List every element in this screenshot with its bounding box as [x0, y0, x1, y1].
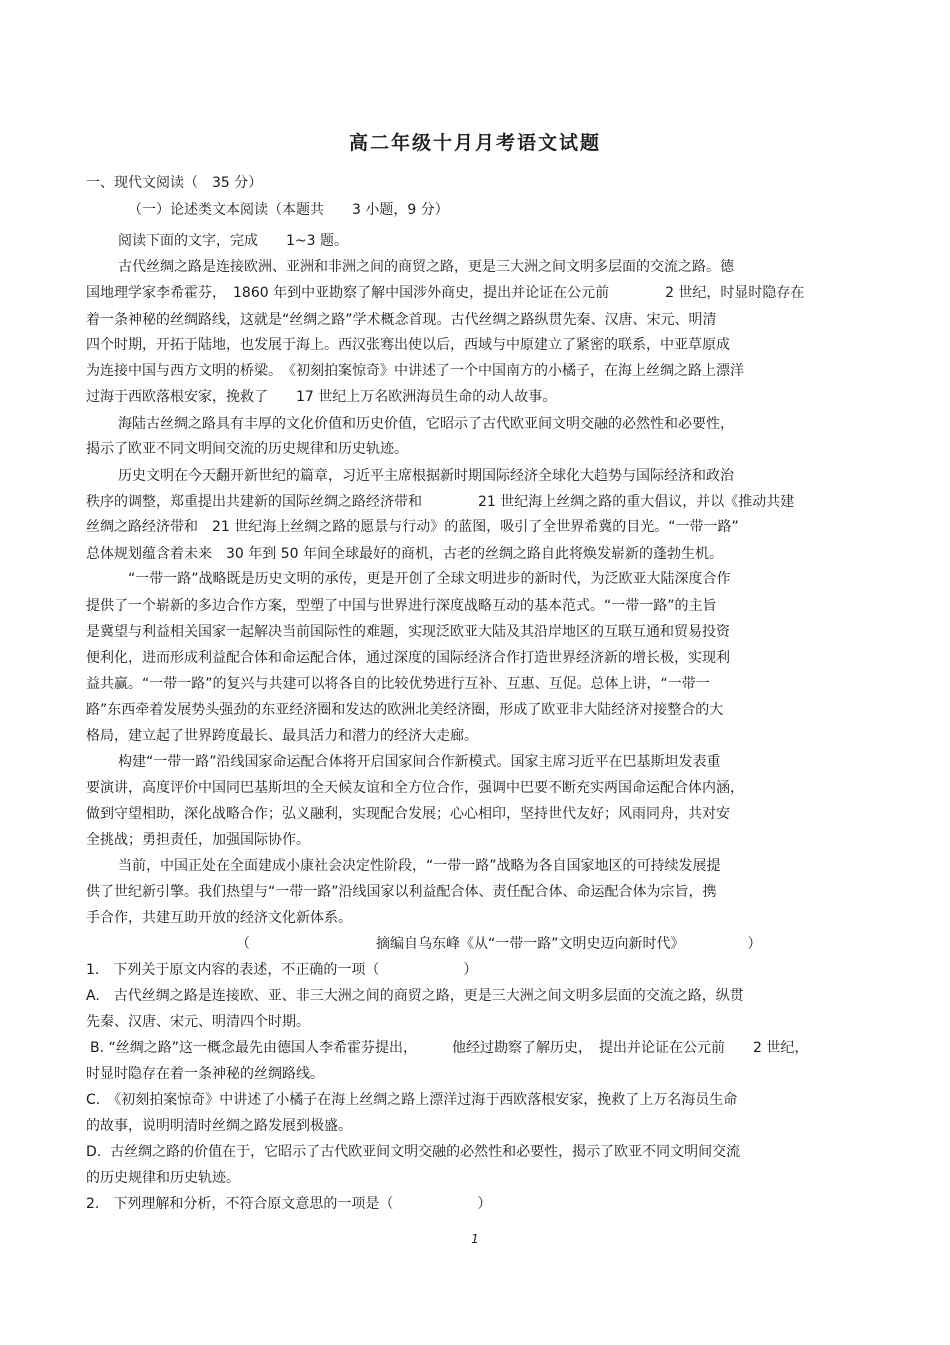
text-line: 手合作，共建互助开放的经济文化新体系。 — [86, 910, 352, 926]
text-line: 做到守望相助，深化战略合作；弘义融利，实现配合发展；心心相印，坚持世代友好；风雨同舟，共对安 — [86, 806, 730, 822]
text-line: 总体规划蕴含着未来 30 年到 50 年间全球最好的商机，古老的丝绸之路自此将焕发崭新的蓬勃生机。 — [86, 546, 723, 562]
question-2: 2. 下列理解和分析，不符合原文意思的一项是（ ） — [86, 1196, 492, 1212]
text-line: 四个时期，开拓于陆地，也发展于海上。西汉张骞出使以后，西域与中原建立了紧密的联系，中亚草原成 — [86, 337, 730, 353]
text-line: 揭示了欧亚不同文明间交流的历史规律和历史轨迹。 — [86, 441, 408, 457]
text-line: 便利化，进而形成利益配合体和命运配合体，通过深度的国际经济合作打造世界经济新的增长极，实现利 — [86, 650, 730, 666]
text-line: 提供了一个崭新的多边合作方案，型塑了中国与世界进行深度战略互动的基本范式。“一带一路”的主旨 — [86, 598, 717, 614]
text-line: 路”东西牵着发展势头强劲的东亚经济圈和发达的欧洲北美经济圈，形成了欧亚非大陆经济对接整合的大 — [86, 702, 724, 718]
option-c-cont: 的故事，说明明清时丝绸之路发展到极盛。 — [86, 1118, 352, 1134]
page-number: 1 — [471, 1232, 479, 1246]
text-line: 着一条神秘的丝绸路线，这就是“丝绸之路”学术概念首现。古代丝绸之路纵贯先秦、汉唐、宋元、明清 — [86, 312, 717, 328]
option-a: A. 古代丝绸之路是连接欧、亚、非三大洲之间的商贸之路，更是三大洲之间文明多层面的交流之路，纵贯 — [86, 988, 744, 1004]
text-line: 要演讲，高度评价中国同巴基斯坦的全天候友谊和全方位合作，强调中巴要不断充实两国命运配合体内涵， — [86, 780, 744, 796]
text-line: 秩序的调整，郑重提出共建新的国际丝绸之路经济带和 21 世纪海上丝绸之路的重大倡议，并以《推动共建 — [86, 494, 795, 510]
question-1: 1. 下列关于原文内容的表述，不正确的一项（ ） — [86, 962, 478, 978]
text-line: 海陆古丝绸之路具有丰厚的文化价值和历史价值，它昭示了古代欧亚间文明交融的必然性和必要性， — [118, 416, 734, 432]
text-line: 是冀望与利益相关国家一起解决当前国际性的难题，实现泛欧亚大陆及其沿岸地区的互联互通和贸易投资 — [86, 624, 730, 640]
text-line: 当前，中国正处在全面建成小康社会决定性阶段，“一带一路”战略为各自国家地区的可持续发展提 — [118, 858, 721, 874]
option-b: B. “丝绸之路”这一概念最先由德国人李希霍芬提出， 他经过勘察了解历史， 提出并论证在公元前 2 世纪， — [90, 1040, 809, 1056]
option-a-cont: 先秦、汉唐、宋元、明清四个时期。 — [86, 1014, 310, 1030]
text-line: 为连接中国与西方文明的桥梁。 《初刻拍案惊奇》中讲述了一个中国南方的小橘子，在海上丝绸之路上漂洋 — [86, 363, 744, 379]
text-line: 过海于西欧落根安家，挽救了 17 世纪上万名欧洲海员生命的动人故事。 — [86, 389, 557, 405]
subsection-heading: （一）论述类文本阅读（本题共 3 小题，9 分） — [128, 202, 449, 218]
reading-instruction: 阅读下面的文字，完成 1~3 题。 — [118, 233, 348, 249]
text-line: 构建“一带一路”沿线国家命运配合体将开启国家间合作新模式。国家主席习近平在巴基斯坦发表重 — [118, 754, 721, 770]
option-d: D. 古丝绸之路的价值在于，它昭示了古代欧亚间文明交融的必然性和必要性，揭示了欧亚不同文明间交流 — [86, 1144, 741, 1160]
text-line: 全挑战；勇担责任，加强国际协作。 — [86, 832, 310, 848]
section-heading: 一、现代文阅读（ 35 分） — [86, 175, 263, 191]
option-c: C. 《初刻拍案惊奇》中讲述了小橘子在海上丝绸之路上漂洋过海于西欧落根安家，挽救了上万名海员生命 — [86, 1092, 738, 1108]
text-line: 格局，建立起了世界跨度最长、最具活力和潜力的经济大走廊。 — [86, 728, 478, 744]
option-d-cont: 的历史规律和历史轨迹。 — [86, 1170, 240, 1186]
text-line: 古代丝绸之路是连接欧洲、亚洲和非洲之间的商贸之路，更是三大洲之间文明多层面的交流之路。德 — [118, 259, 734, 275]
option-b-cont: 时显时隐存在着一条神秘的丝绸路线。 — [86, 1066, 324, 1082]
text-line: 供了世纪新引擎。我们热望与“一带一路”沿线国家以利益配合体、责任配合体、命运配合体为宗旨，携 — [86, 884, 717, 900]
text-line: “一带一路”战略既是历史文明的承传，更是开创了全球文明进步的新时代，为泛欧亚大陆深度合作 — [128, 571, 731, 587]
source-citation: （ 摘编自乌东峰《从“一带一路”文明史迈向新时代》 ） — [236, 936, 762, 952]
text-line: 历史文明在今天翻开新世纪的篇章，习近平主席根据新时期国际经济全球化大趋势与国际经济和政治 — [118, 468, 734, 484]
text-line: 国地理学家李希霍芬， 1860 年到中亚勘察了解中国涉外商史，提出并论证在公元前 2 世纪，时显时隐存在 — [86, 285, 805, 301]
text-line: 益共赢。“一带一路”的复兴与共建可以将各自的比较优势进行互补、互惠、互促。总体上讲，“一带一 — [86, 676, 710, 692]
text-line: 丝绸之路经济带和 21 世纪海上丝绸之路的愿景与行动》的蓝图，吸引了全世界希冀的目光。“一带一路” — [86, 519, 739, 535]
page-title: 高二年级十月月考语文试题 — [348, 132, 601, 154]
